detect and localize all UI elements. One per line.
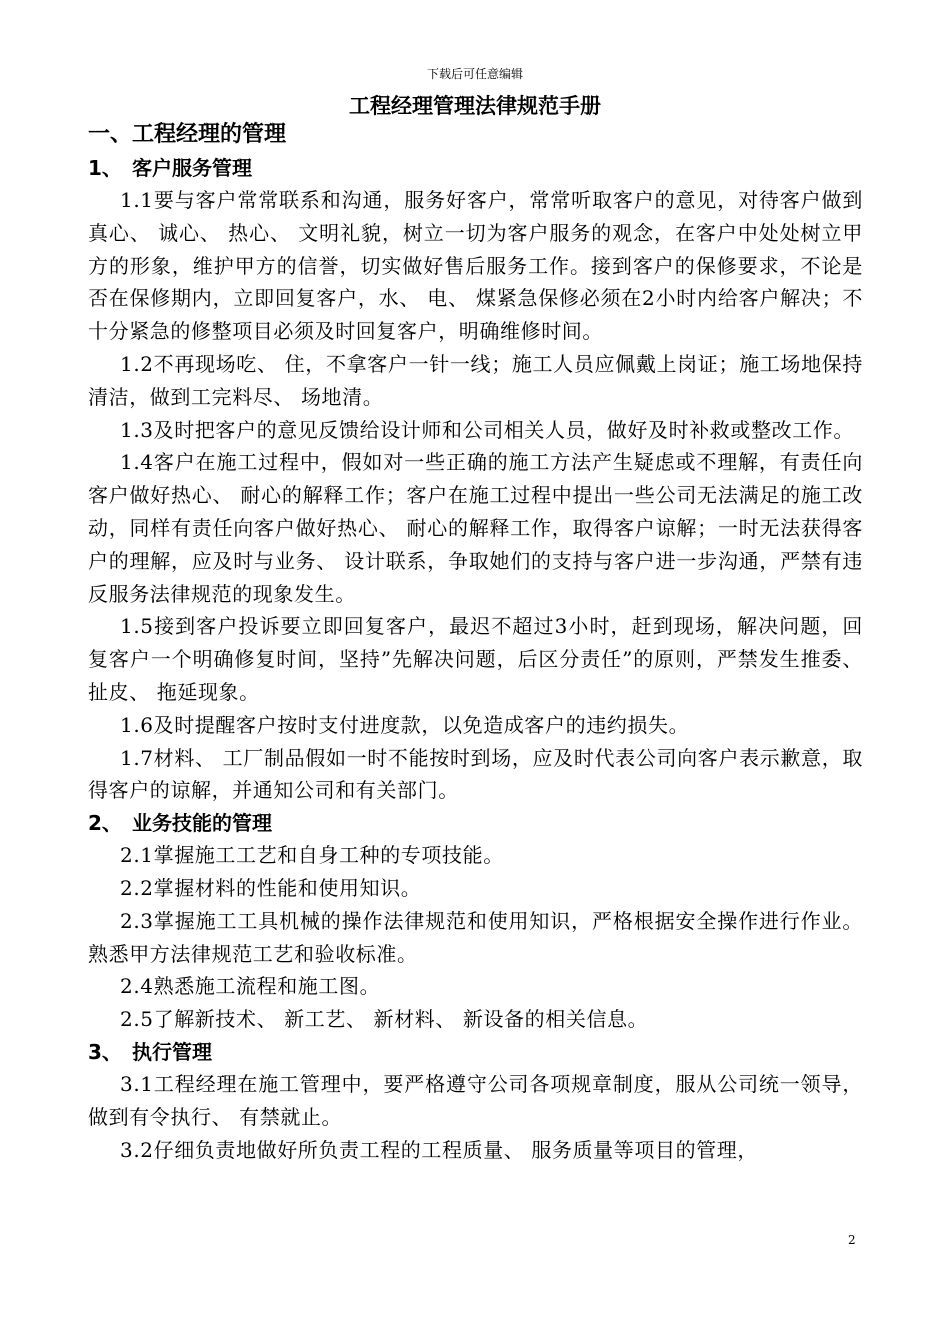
page-number: 2 — [848, 1233, 856, 1247]
subsection-title: 执行管理 — [132, 1039, 212, 1064]
document-body — [88, 118, 863, 1166]
paragraph-2-2: 2.2掌握材料的性能和使用知识。 — [120, 875, 422, 900]
document-title: 工程经理管理法律规范手册 — [349, 94, 601, 118]
subsection-heading-execution — [88, 1036, 863, 1068]
header-note: 下载后可任意编辑 — [426, 67, 523, 81]
section-number: 一、 — [88, 122, 133, 147]
paragraph-3-2: 3.2仔细负责地做好所负责工程的工程质量、 服务质量等项目的管理， — [120, 1137, 758, 1162]
paragraph-1-5: 1.5接到客户投诉要立即回复客户，最迟不超过3小时，赶到现场，解决问题，回复客户一个明确修复时间，坚持”先解决问题，后区分责任”的原则，严禁发生推委、 扯皮、 拖延现象。 — [88, 614, 863, 704]
subsection-number: 2、 — [88, 811, 122, 836]
subsection-title: 客户服务管理 — [132, 156, 252, 180]
paragraph-1-7: 1.7材料、 工厂制品假如一时不能按时到场，应及时代表公司向客户表示歉意，取得客户的谅解，并通知公司和有关部门。 — [88, 745, 863, 803]
paragraph-2-1: 2.1掌握施工工艺和自身工种的专项技能。 — [120, 843, 504, 868]
section-heading-1 — [88, 118, 863, 152]
subsection-title: 业务技能的管理 — [132, 811, 272, 836]
paragraph-2-3: 2.3掌握施工工具机械的操作法律规范和使用知识，严格根据安全操作进行作业。熟悉甲方法律规范工艺和验收标准。 — [88, 908, 863, 966]
section-title: 工程经理的管理 — [132, 122, 287, 147]
paragraph-1-6: 1.6及时提醒客户按时支付进度款，以免造成客户的违约损失。 — [120, 712, 690, 737]
subsection-number: 1、 — [88, 156, 122, 180]
paragraph-3-1: 3.1工程经理在施工管理中，要严格遵守公司各项规章制度，服从公司统一领导，做到有令执行、 有禁就止。 — [88, 1071, 863, 1129]
paragraph-1-4: 1.4客户在施工过程中，假如对一些正确的施工方法产生疑虑或不理解，有责任向客户做好热心、 耐心的解释工作；客户在施工过程中提出一些公司无法满足的施工改动，同样有责任向客户做好热心、 耐心的解释工作，取得客户谅解；一时无法获得客户的理解，应及时与业务、 设计联系，争取她们的支持与客户进一步沟通，严禁有违反服务法律规范的现象发生。 — [88, 450, 863, 606]
subsection-heading-business-skills — [88, 807, 863, 839]
subsection-number: 3、 — [88, 1039, 122, 1064]
paragraph-2-5: 2.5了解新技术、 新工艺、 新材料、 新设备的相关信息。 — [120, 1007, 649, 1032]
subsection-heading-customer-service — [88, 152, 863, 184]
paragraph-1-1: 1.1要与客户常常联系和沟通，服务好客户，常常听取客户的意见，对待客户做到真心、 诚心、 热心、 文明礼貌，树立一切为客户服务的观念，在客户中处处树立甲方的形象，维护甲方的信誉，切实做好售后服务工作。接到客户的保修要求，不论是否在保修期内，立即回复客户，水、 电、 煤紧急保修必须在2小时内给客户解决；不十分紧急的修整项目必须及时回复客户，明确维修时间。 — [88, 188, 863, 344]
paragraph-1-3: 1.3及时把客户的意见反馈给设计师和公司相关人员，做好及时补救或整改工作。 — [120, 417, 855, 442]
paragraph-2-4: 2.4熟悉施工流程和施工图。 — [120, 974, 381, 999]
paragraph-1-2: 1.2不再现场吃、 住，不拿客户一针一线；施工人员应佩戴上岗证；施工场地保持清洁，做到工完料尽、 场地清。 — [88, 351, 863, 409]
